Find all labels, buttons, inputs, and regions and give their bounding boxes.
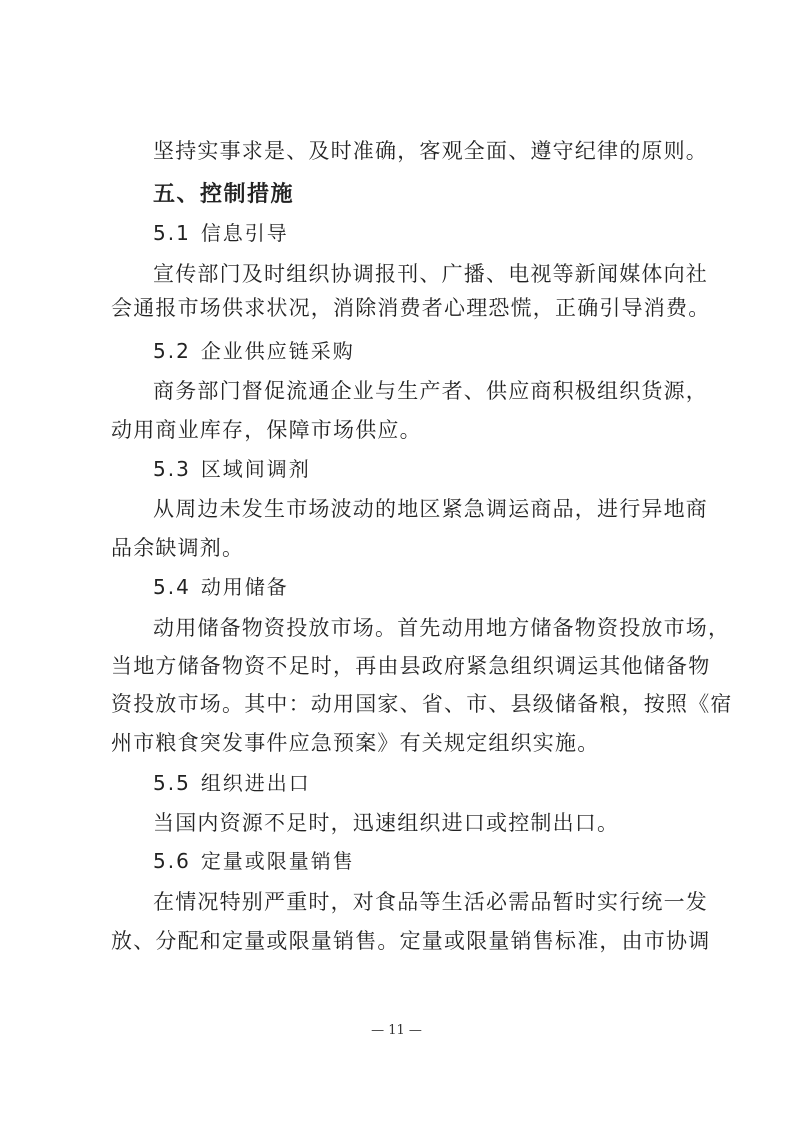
paragraph-line: 动用商业库存，保障市场供应。 <box>111 418 422 442</box>
subsection-title: 区域间调剂 <box>200 457 311 481</box>
subsection-number: 5.1 <box>153 221 191 245</box>
subsection-5-1-heading <box>153 218 289 248</box>
subsection-5-6-heading <box>153 846 355 876</box>
page-number: — 11 — <box>371 1023 422 1038</box>
paragraph-line: 州市粮食突发事件应急预案》有关规定组织实施。 <box>111 731 600 755</box>
paragraph-intro: 坚持实事求是、及时准确，客观全面、遵守纪律的原则。 <box>153 139 708 163</box>
paragraph-line: 当地方储备物资不足时，再由县政府紧急组织调运其他储备物 <box>111 654 711 678</box>
subsection-number: 5.4 <box>153 575 191 599</box>
paragraph-line: 当国内资源不足时，迅速组织进口或控制出口。 <box>153 811 620 835</box>
paragraph-line: 商务部门督促流通企业与生产者、供应商积极组织货源， <box>153 379 708 403</box>
paragraph-line: 宣传部门及时组织协调报刊、广播、电视等新闻媒体向社 <box>153 262 708 286</box>
paragraph-line: 从周边未发生市场波动的地区紧急调运商品，进行异地商 <box>153 497 708 521</box>
subsection-5-5-heading <box>153 768 311 798</box>
paragraph-line: 动用储备物资投放市场。首先动用地方储备物资投放市场， <box>153 616 731 640</box>
subsection-5-3-heading <box>153 454 311 484</box>
subsection-number: 5.5 <box>153 771 191 795</box>
paragraph-line: 放、分配和定量或限量销售。定量或限量销售标准，由市协调 <box>111 929 711 953</box>
subsection-5-4-heading <box>153 572 289 602</box>
subsection-title: 组织进出口 <box>200 771 311 795</box>
subsection-title: 动用储备 <box>200 575 289 599</box>
paragraph-line: 资投放市场。其中：动用国家、省、市、县级储备粮，按照《宿 <box>111 692 733 716</box>
section-title: 五、控制措施 <box>153 182 295 207</box>
subsection-title: 定量或限量销售 <box>200 849 355 873</box>
subsection-number: 5.6 <box>153 849 191 873</box>
subsection-number: 5.3 <box>153 457 191 481</box>
subsection-title: 信息引导 <box>200 221 289 245</box>
subsection-number: 5.2 <box>153 339 191 363</box>
subsection-5-2-heading <box>153 336 355 366</box>
paragraph-line: 在情况特别严重时，对食品等生活必需品暂时实行统一发 <box>153 890 708 914</box>
paragraph-line: 会通报市场供求状况，消除消费者心理恐慌，正确引导消费。 <box>111 296 711 320</box>
subsection-title: 企业供应链采购 <box>200 339 355 363</box>
paragraph-line: 品余缺调剂。 <box>111 536 245 560</box>
